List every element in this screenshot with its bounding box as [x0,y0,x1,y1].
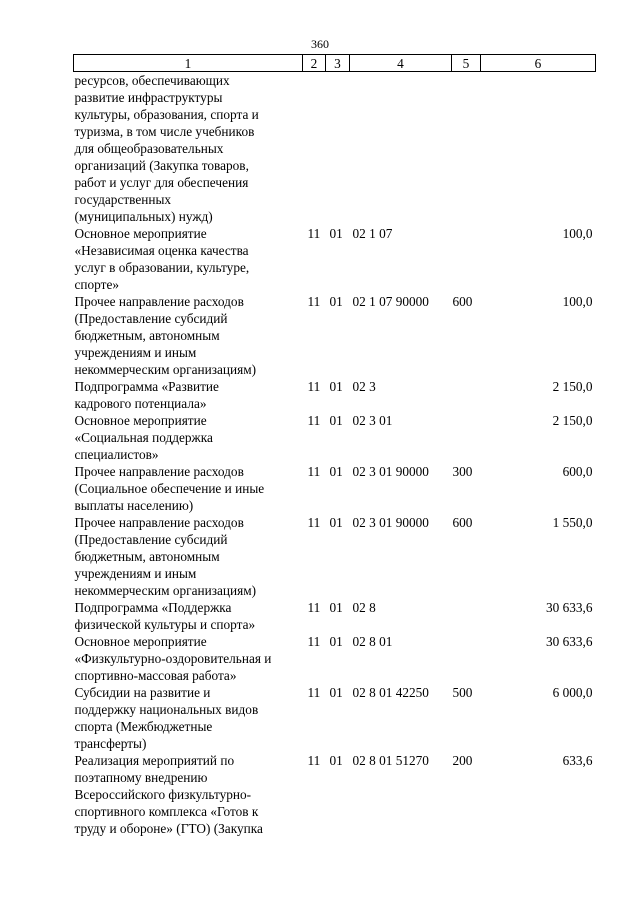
section-code-cell: 11 [307,464,321,479]
expense-name-line: государственных [74,192,172,207]
expense-name-line: физической культуры и спорта» [74,617,256,632]
expense-name-line: спортивного комплекса «Готов к [74,804,259,819]
column-header: 5 [452,55,481,72]
expense-name-line: для общеобразовательных [74,141,224,156]
expense-type-cell [452,599,481,633]
expense-name-line: культуры, образования, спорта и [74,107,259,122]
expense-type-cell: 300 [452,464,473,479]
expense-name-cell [74,684,303,752]
target-article-cell: 02 8 [352,600,376,615]
table-row [74,293,596,378]
table-row [74,752,596,837]
table-row [74,378,596,412]
column-header: 6 [481,55,596,72]
section-code-cell: 11 [307,226,321,241]
table-row [74,633,596,684]
amount-cell: 1 550,0 [552,515,593,530]
expense-name-line: организаций (Закупка товаров, [74,158,249,173]
expense-name-cell [74,412,303,463]
expense-name-cell [74,293,303,378]
column-header: 1 [74,55,303,72]
amount-cell: 100,0 [562,226,593,241]
expense-name-cell [74,599,303,633]
expense-name-line: Прочее направление расходов [74,464,244,479]
expense-type-cell [452,378,481,412]
expense-name-cell [74,463,303,514]
expense-name-line: некоммерческим организациям) [74,362,257,377]
target-article-cell: 02 8 01 51270 [352,753,429,768]
column-header: 3 [326,55,350,72]
expense-name-cell [74,225,303,293]
expense-type-cell: 600 [452,294,473,309]
expense-name-cell [74,378,303,412]
table-body [74,72,596,838]
expense-name-line: учреждениям и иным [74,345,197,360]
expense-name-line: Основное мероприятие [74,634,207,649]
subsection-code-cell: 01 [329,634,343,649]
section-code-cell: 11 [307,379,321,394]
expense-name-line: Реализация мероприятий по [74,753,235,768]
expense-name-line: ресурсов, обеспечивающих [74,73,230,88]
expense-name-line: Основное мероприятие [74,413,207,428]
expense-name-line: кадрового потенциала» [74,396,207,411]
expense-name-line: «Независимая оценка качества [74,243,249,258]
amount-cell: 100,0 [562,294,593,309]
expense-name-line: поэтапному внедрению [74,770,208,785]
table-row [74,514,596,599]
expense-name-line: Прочее направление расходов [74,515,244,530]
expense-name-line: специалистов» [74,447,159,462]
section-code-cell: 11 [307,634,321,649]
expense-name-line: спорте» [74,277,120,292]
expense-type-cell: 500 [452,685,473,700]
expense-name-cell [74,72,303,226]
subsection-code-cell: 01 [329,294,343,309]
expense-name-line: Основное мероприятие [74,226,207,241]
target-article-cell: 02 3 [352,379,376,394]
expense-name-line: спорта (Межбюджетные [74,719,213,734]
section-code-cell: 11 [307,515,321,530]
expense-name-line: спортивно-массовая работа» [74,668,237,683]
amount-cell: 30 633,6 [545,634,593,649]
expense-name-line: (муниципальных) нужд) [74,209,213,224]
subsection-code-cell: 01 [329,413,343,428]
expense-name-line: Подпрограмма «Поддержка [74,600,232,615]
subsection-code-cell: 01 [329,685,343,700]
expense-type-cell [452,412,481,463]
table-row [74,72,596,226]
table-row [74,225,596,293]
expense-type-cell [452,633,481,684]
expense-name-line: поддержку национальных видов [74,702,259,717]
expense-name-line: (Предоставление субсидий [74,311,228,326]
expense-type-cell: 600 [452,515,473,530]
expense-name-cell [74,633,303,684]
expense-name-line: (Предоставление субсидий [74,532,228,547]
expense-name-line: туризма, в том числе учебников [74,124,255,139]
expense-name-line: бюджетным, автономным [74,549,220,564]
target-article-cell: 02 8 01 42250 [352,685,429,700]
column-header: 4 [350,55,452,72]
expense-name-line: «Физкультурно-оздоровительная и [74,651,272,666]
section-code-cell: 11 [307,600,321,615]
expense-name-line: труду и обороне» (ГТО) (Закупка [74,821,263,836]
section-code-cell: 11 [307,294,321,309]
expense-name-line: некоммерческим организациям) [74,583,257,598]
section-code-cell [303,72,326,226]
subsection-code-cell: 01 [329,753,343,768]
header-row [74,55,596,72]
table-row [74,412,596,463]
expense-type-cell [452,225,481,293]
amount-cell: 2 150,0 [552,413,593,428]
expense-name-line: бюджетным, автономным [74,328,220,343]
expense-name-line: работ и услуг для обеспечения [74,175,249,190]
target-article-cell: 02 1 07 90000 [352,294,429,309]
table-row [74,684,596,752]
expense-name-line: (Социальное обеспечение и иные [74,481,265,496]
target-article-cell: 02 3 01 90000 [352,515,429,530]
expense-name-line: Субсидии на развитие и [74,685,211,700]
section-code-cell: 11 [307,413,321,428]
amount-cell [481,72,596,226]
expense-name-line: Подпрограмма «Развитие [74,379,219,394]
expense-name-line: «Социальная поддержка [74,430,213,445]
budget-table [73,54,596,837]
page-number: 360 [311,37,329,51]
expense-type-cell [452,72,481,226]
expense-name-line: трансферты) [74,736,147,751]
amount-cell: 633,6 [562,753,593,768]
table-row [74,599,596,633]
expense-name-cell [74,514,303,599]
table-row [74,463,596,514]
expense-name-line: Прочее направление расходов [74,294,244,309]
amount-cell: 600,0 [562,464,593,479]
subsection-code-cell: 01 [329,515,343,530]
target-article-cell: 02 3 01 [352,413,393,428]
subsection-code-cell: 01 [329,226,343,241]
section-code-cell: 11 [307,753,321,768]
target-article-cell: 02 3 01 90000 [352,464,429,479]
expense-name-line: развитие инфраструктуры [74,90,223,105]
amount-cell: 6 000,0 [552,685,593,700]
target-article-cell: 02 1 07 [352,226,393,241]
amount-cell: 2 150,0 [552,379,593,394]
subsection-code-cell [326,72,350,226]
expense-name-line: услуг в образовании, культуре, [74,260,250,275]
expense-name-cell [74,752,303,837]
column-header: 2 [303,55,326,72]
expense-name-line: выплаты населению) [74,498,194,513]
section-code-cell: 11 [307,685,321,700]
amount-cell: 30 633,6 [545,600,593,615]
target-article-cell [350,72,452,226]
subsection-code-cell: 01 [329,600,343,615]
target-article-cell: 02 8 01 [352,634,393,649]
expense-name-line: учреждениям и иным [74,566,197,581]
expense-type-cell: 200 [452,753,473,768]
expense-name-line: Всероссийского физкультурно- [74,787,252,802]
subsection-code-cell: 01 [329,464,343,479]
subsection-code-cell: 01 [329,379,343,394]
